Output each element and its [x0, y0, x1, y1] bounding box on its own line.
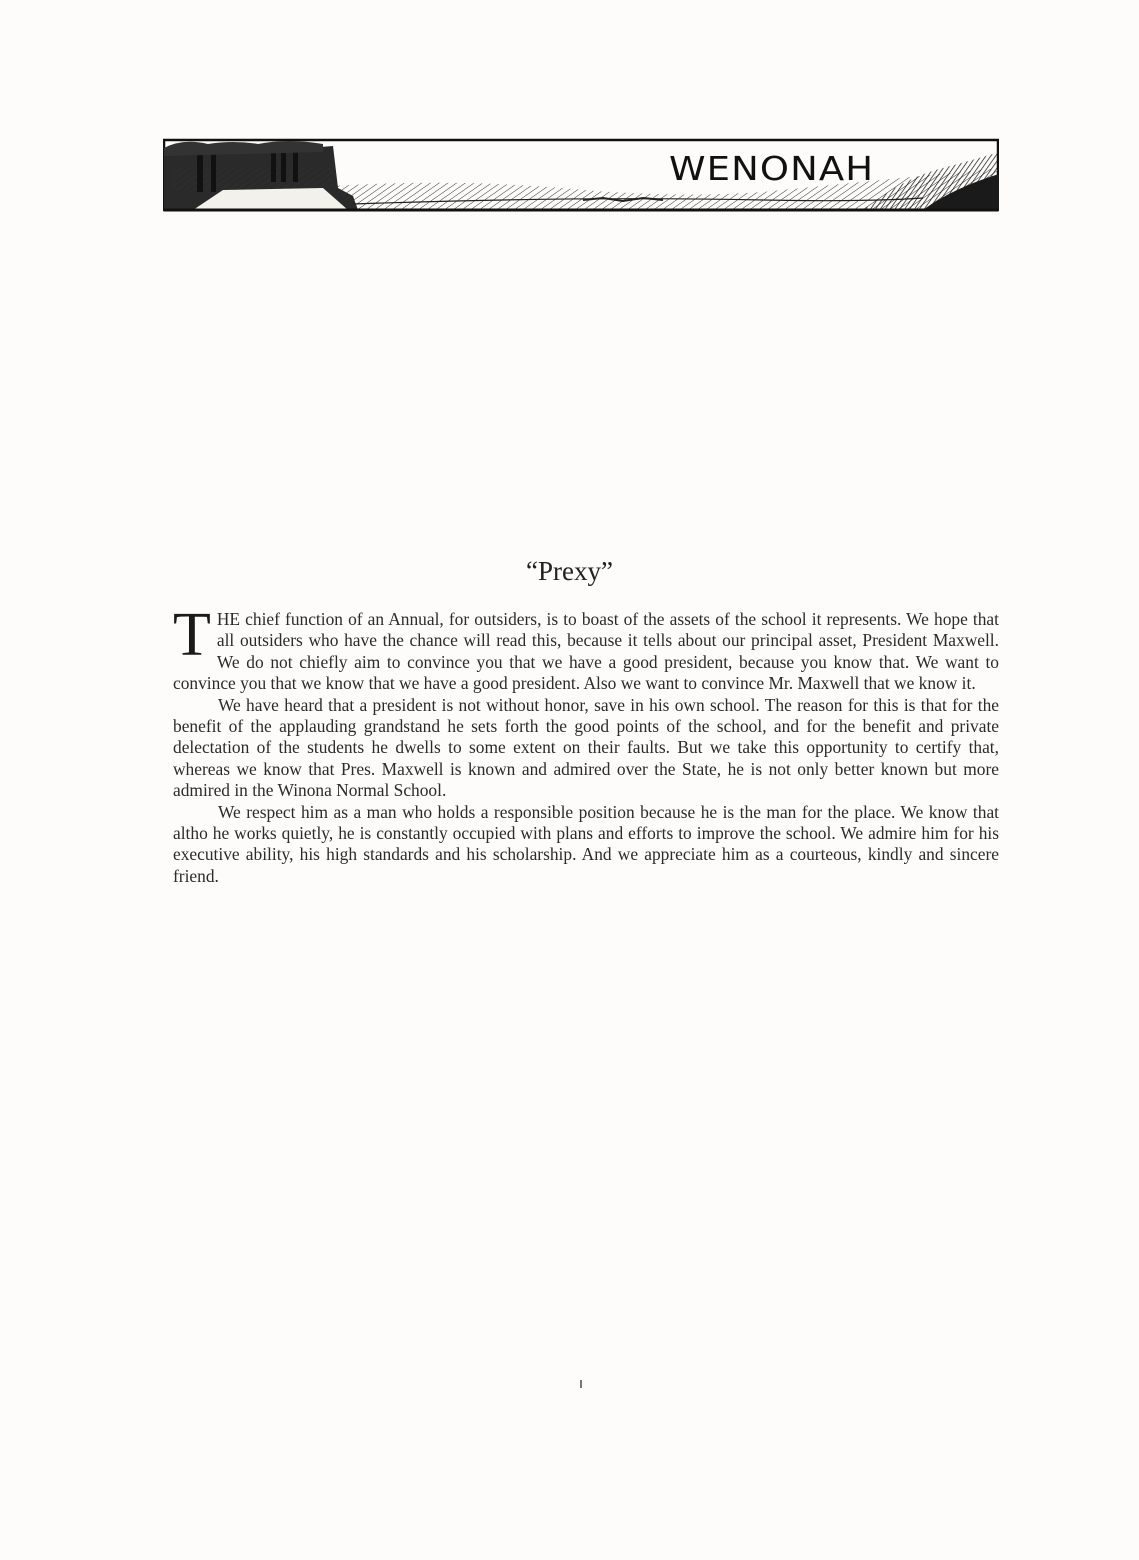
- page-speck: [580, 1380, 582, 1388]
- article-title: “Prexy”: [526, 556, 613, 586]
- drop-cap: T: [173, 601, 211, 669]
- article-body: [173, 601, 999, 887]
- publication-title: WENONAH: [669, 149, 875, 188]
- paragraph-2: We have heard that a president is not without honor, save in his own school. The reason for this is that for the benefit of the applauding grandstand he sets forth the good points of the school, and for the benefit and private delectation of the students he dwells to some extent on their faults. But we take this opportunity to certify that, whereas we know that Pres. Maxwell is known and admired over the State, he is not only better known but more admired in the Winona Normal School.: [173, 694, 999, 801]
- paragraph-1-text: HE chief function of an Annual, for outsiders, is to boast of the assets of the school it represents. We hope that all outsiders who have the chance will read this, because it tells about our principal asset, President Maxwell. We do not chiefly aim to convince you that we have a good president, because you know that. We want to convince you that we know that we have a good president. Also we want to convince Mr. Maxwell that we know it.: [173, 609, 999, 694]
- paragraph-3: We respect him as a man who holds a responsible position because he is the man for the place. We know that altho he works quietly, he is constantly occupied with plans and efforts to improve the school. We admire him for his executive ability, his high standards and his scholarship. And we appreciate him as a courteous, kindly and sincere friend.: [173, 801, 999, 886]
- paragraph-1: [173, 601, 999, 695]
